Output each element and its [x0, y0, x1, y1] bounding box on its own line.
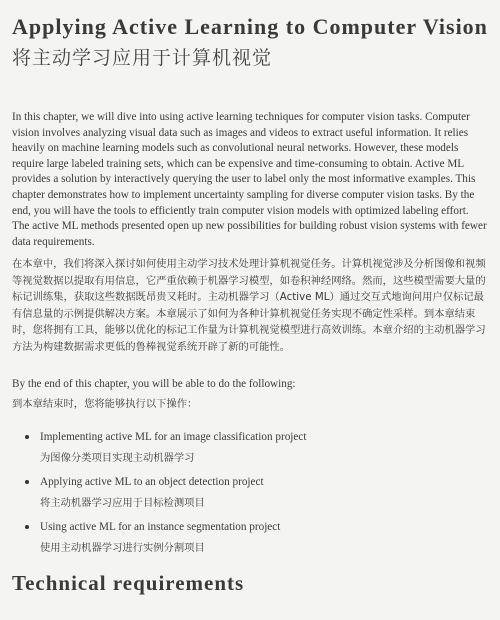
- objective-zh: 将主动机器学习应用于目标检测项目: [40, 497, 205, 510]
- objectives-list: [12, 430, 488, 556]
- intro-paragraph-zh: 在本章中，我们将深入探讨如何使用主动学习技术处理计算机视觉任务。计算机视觉涉及分析图像和视频等视觉数据以提取有用信息，它严重依赖于机器学习模型，如卷积神经网络。然而，这些模型需要大量的标记训练集，获取这些数据既昂贵又耗时。主动机器学习（Active ML）通过交互式地询问用户仅标记最有信息量的示例提供解决方案。本章展示了如何为各种计算机视觉任务实现不确定性采样。到本章结束时，您将拥有工具，能够以优化的标记工作量为计算机视觉模型进行高效训练。本章介绍的主动机器学习方法为构建数据需求更低的鲁棒视觉系统开辟了新的可能性。: [12, 258, 486, 353]
- bullet-icon: [25, 525, 29, 529]
- chapter-title-zh: 将主动学习应用于计算机视觉: [12, 47, 273, 69]
- objective-en: Implementing active ML for an image classification project: [40, 431, 307, 444]
- bullet-icon: [25, 480, 29, 484]
- chapter-title-en: Applying Active Learning to Computer Vision: [12, 14, 488, 39]
- list-item: [24, 520, 488, 556]
- section-heading-technical-requirements: Technical requirements: [12, 571, 245, 596]
- objective-zh: 为图像分类项目实现主动机器学习: [40, 452, 195, 465]
- objective-en: Using active ML for an instance segmentation project: [40, 521, 281, 534]
- intro-paragraph-en: In this chapter, we will dive into using active learning techniques for computer vision tasks. Computer vision involves analyzing visual data such as images and videos to extract useful information. It relies heavily on machine learning models such as convolutional neural networks. However, these models require large labeled training sets, which can be expensive and time-consuming to obtain. Active ML provides a solution by interactively querying the user to label only the most informative examples. This chapter demonstrates how to implement uncertainty sampling for diverse computer vision tasks. By the end, you will have the tools to efficiently train computer vision models with optimized labeling effort. The active ML methods presented open up new possibilities for building robust vision systems with fewer data requirements.: [12, 111, 487, 248]
- list-item: [24, 430, 488, 466]
- objectives-lead-zh: 到本章结束时，您将能够执行以下操作：: [12, 398, 198, 411]
- objectives-lead-en: By the end of this chapter, you will be able to do the following:: [12, 378, 296, 391]
- objective-zh: 使用主动机器学习进行实例分割项目: [40, 542, 205, 555]
- list-item: [24, 475, 488, 511]
- objective-en: Applying active ML to an object detection project: [40, 476, 264, 489]
- bullet-icon: [25, 435, 29, 439]
